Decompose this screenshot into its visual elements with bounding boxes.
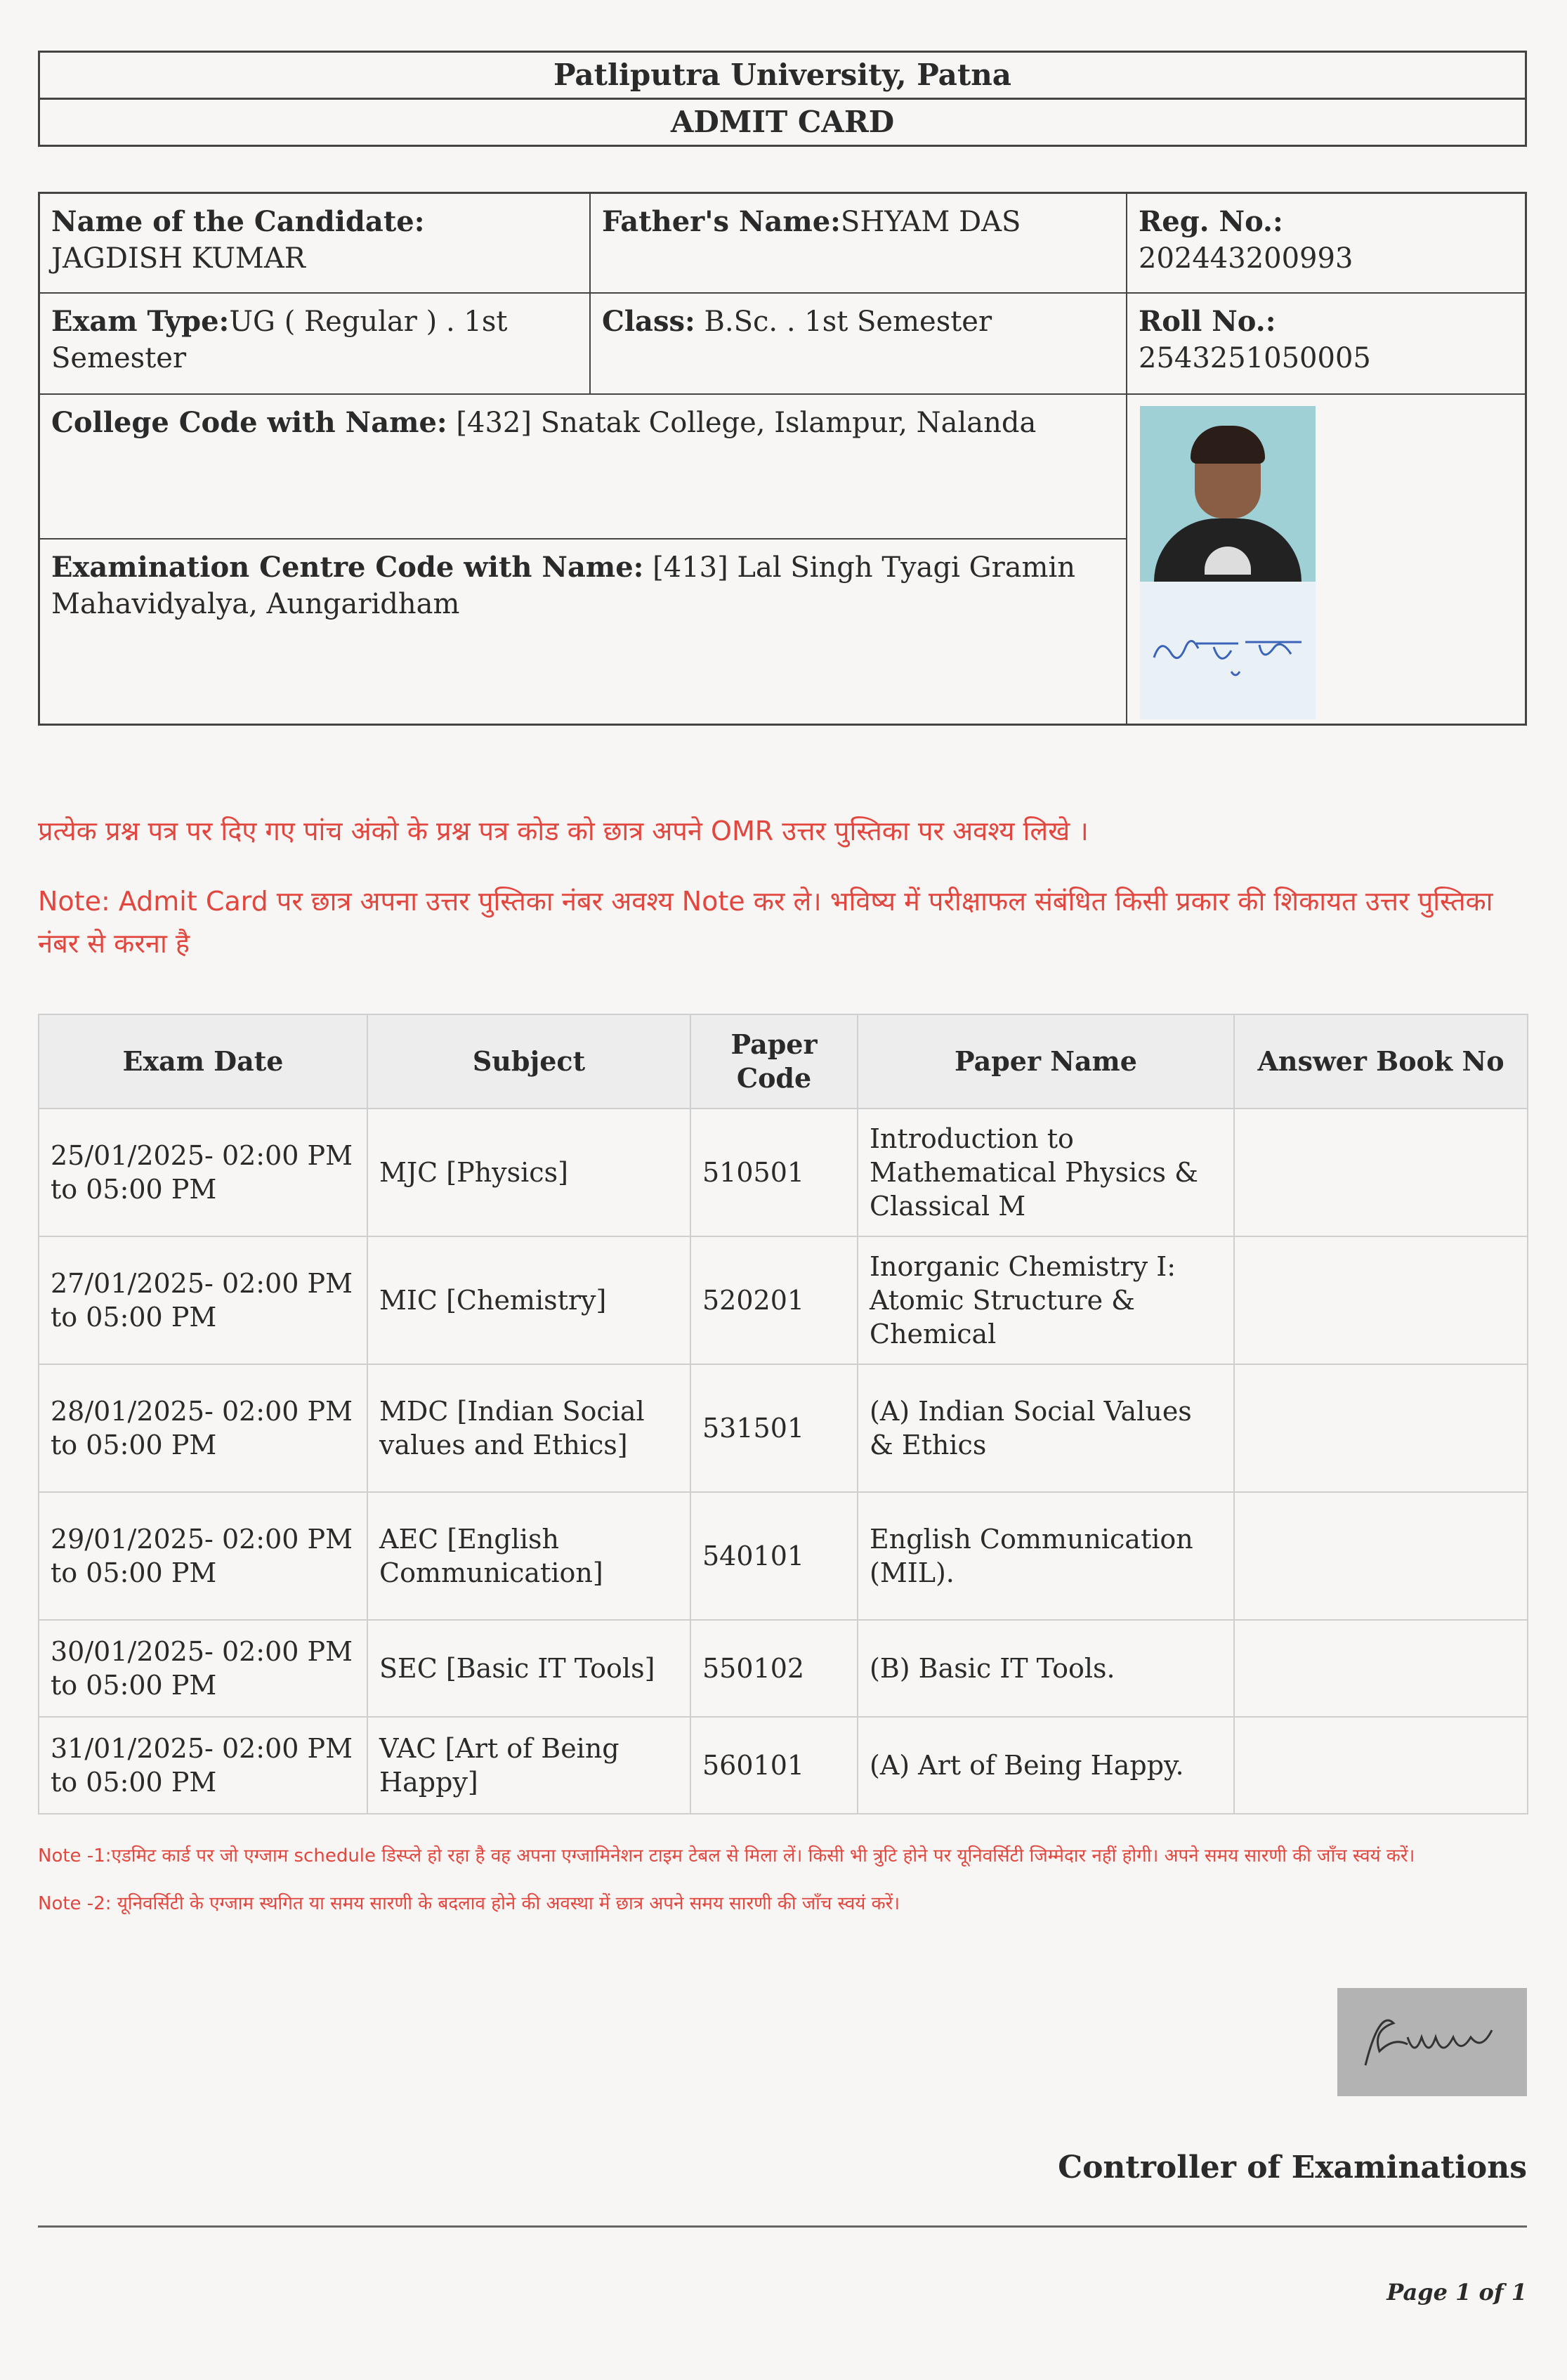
footer-area [38, 0, 1527, 2380]
paper-name: Inorganic Chemistry I: Atomic Structure & Chemical [858, 1236, 1234, 1364]
exam-date: 28/01/2025- 02:00 PM to 05:00 PM [39, 1364, 367, 1492]
paper-code: 550102 [690, 1620, 858, 1717]
exam-date: 29/01/2025- 02:00 PM to 05:00 PM [39, 1492, 367, 1620]
exam-type-label: Exam Type: [51, 305, 230, 338]
exam-centre-label: Examination Centre Code with Name: [51, 551, 644, 584]
subject: MIC [Chemistry] [367, 1236, 690, 1364]
paper-code: 520201 [690, 1236, 858, 1364]
candidate-name-label: Name of the Candidate: [51, 205, 425, 238]
paper-name: Introduction to Mathematical Physics & Classical M [858, 1109, 1234, 1236]
paper-code: 510501 [690, 1109, 858, 1236]
footer-divider [38, 2225, 1527, 2228]
answer-book-note: Note: Admit Card पर छात्र अपना उत्तर पुस्तिका नंबर अवश्य Note कर ले। भविष्य में परीक्षाफल संबंधित किसी प्रकार की शिकायत उत्तर पुस्तिका नंबर से करना है [38, 886, 1493, 959]
exam-centre-value: [413] Lal Singh Tyagi Gramin Mahavidyalya, Aungaridham [51, 551, 1076, 620]
paper-name: English Communication (MIL). [858, 1492, 1234, 1620]
controller-signature-image [1337, 1988, 1527, 2096]
college-value: [432] Snatak College, Islampur, Nalanda [456, 407, 1037, 439]
footnote-2: Note -2: यूनिवर्सिटी के एग्जाम स्थगित या समय सारणी के बदलाव होने की अवस्था में छात्र अपने समय सारणी की जाँच स्वयं करें। [38, 1893, 900, 1914]
subject: MJC [Physics] [367, 1109, 690, 1236]
paper-name: (A) Indian Social Values & Ethics [858, 1364, 1234, 1492]
exam-date: 25/01/2025- 02:00 PM to 05:00 PM [39, 1109, 367, 1236]
omr-instruction: प्रत्येक प्रश्न पत्र पर दिए गए पांच अंको के प्रश्न पत्र कोड को छात्र अपने OMR उत्तर पुस्तिका पर अवश्य लिखे । [38, 816, 1089, 846]
subject: MDC [Indian Social values and Ethics] [367, 1364, 690, 1492]
exam-type: UG ( Regular ) . 1st Semester [51, 306, 508, 374]
paper-name: (A) Art of Being Happy. [858, 1717, 1234, 1814]
exam-date: 27/01/2025- 02:00 PM to 05:00 PM [39, 1236, 367, 1364]
university-name: Patliputra University, Patna [553, 58, 1012, 92]
footnote-1: Note -1:एडमिट कार्ड पर जो एग्जाम schedule डिस्प्ले हो रहा है वह अपना एग्जामिनेशन टाइम टेबल से मिला लें। किसी भी त्रुटि होने पर यूनिवर्सिटी जिम्मेदार नहीं होगी। अपने समय सारणी की जाँच स्वयं करें। [38, 1845, 1415, 1866]
header-subject: Subject [367, 1014, 690, 1109]
paper-code: 540101 [690, 1492, 858, 1620]
candidate-name: JAGDISH KUMAR [51, 242, 306, 275]
subject: VAC [Art of Being Happy] [367, 1717, 690, 1814]
paper-name: (B) Basic IT Tools. [858, 1620, 1234, 1717]
exam-date: 30/01/2025- 02:00 PM to 05:00 PM [39, 1620, 367, 1717]
subject: AEC [English Communication] [367, 1492, 690, 1620]
header-answer-book: Answer Book No [1234, 1014, 1528, 1109]
father-name: SHYAM DAS [840, 206, 1021, 238]
college-label: College Code with Name: [51, 406, 447, 439]
header-exam-date: Exam Date [39, 1014, 367, 1109]
controller-label: Controller of Examinations [1058, 2150, 1527, 2185]
document-title: ADMIT CARD [40, 98, 1525, 145]
roll-no-label: Roll No.: [1139, 305, 1276, 338]
reg-no: 202443200993 [1139, 242, 1353, 275]
exam-date: 31/01/2025- 02:00 PM to 05:00 PM [39, 1717, 367, 1814]
subject: SEC [Basic IT Tools] [367, 1620, 690, 1717]
paper-code: 560101 [690, 1717, 858, 1814]
controller-signature [1337, 1988, 1527, 2096]
father-name-label: Father's Name: [602, 205, 841, 238]
roll-no: 2543251050005 [1139, 342, 1371, 374]
header-paper-code: Paper Code [690, 1014, 858, 1109]
class-value: B.Sc. . 1st Semester [704, 306, 992, 338]
page-number: Page 1 of 1 [1386, 2279, 1527, 2306]
paper-code: 531501 [690, 1364, 858, 1492]
class-label: Class: [602, 305, 695, 338]
reg-no-label: Reg. No.: [1139, 205, 1283, 238]
header-paper-name: Paper Name [858, 1014, 1234, 1109]
